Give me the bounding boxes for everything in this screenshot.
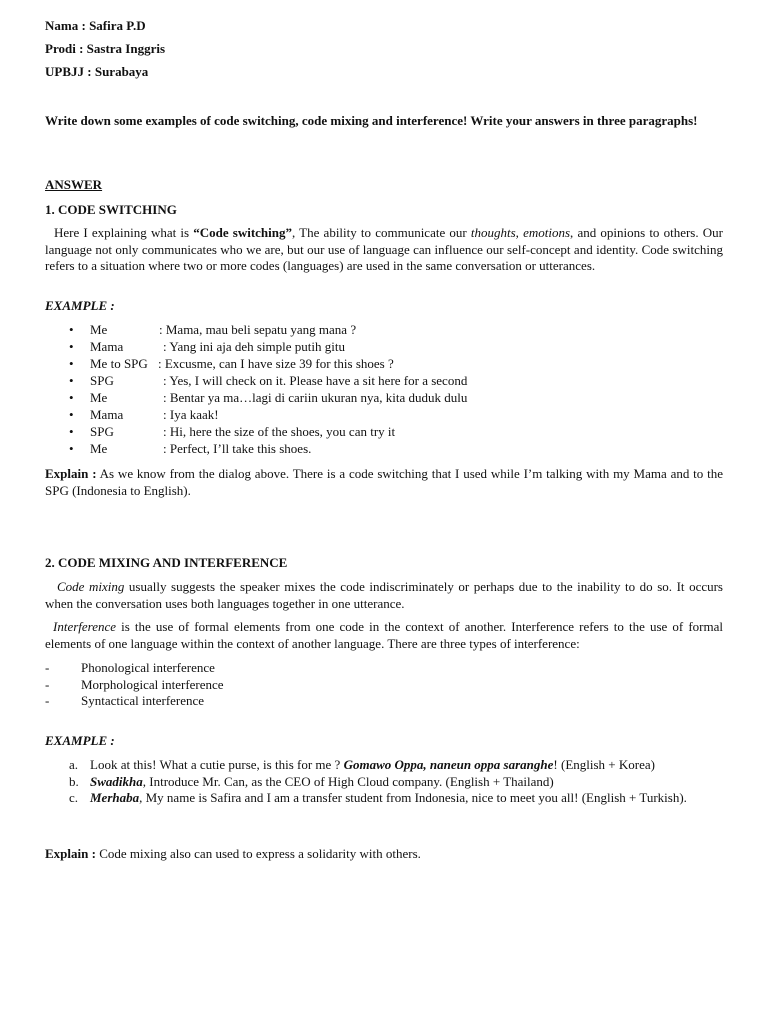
example-text	[90, 774, 723, 791]
bullet-icon: •	[69, 441, 74, 456]
answer-heading: ANSWER	[45, 177, 103, 192]
section2-explain	[45, 846, 723, 863]
assignment-instruction: Write down some examples of code switching, code mixing and interference! Write your answers in three paragraphs!	[45, 113, 698, 128]
type-label: Morphological interference	[81, 676, 224, 692]
bullet-icon: •	[69, 373, 74, 388]
dialog-speaker: SPG	[90, 424, 114, 439]
header-prodi-line	[45, 41, 165, 58]
dialog-speaker: Me to SPG	[90, 356, 148, 371]
prodi-sep: :	[75, 41, 87, 56]
list-item	[45, 373, 723, 390]
mixing-text: usually suggests the speaker mixes the code indiscriminately or perhaps due to the inability to do so. It occurs when the conversation uses both languages together in one utterance.	[45, 579, 723, 611]
list-item	[45, 790, 723, 807]
explain-label: Explain :	[45, 466, 97, 481]
dialog-utterance: : Iya kaak!	[163, 407, 219, 422]
section2-interference-paragraph	[45, 619, 723, 652]
type-label: Syntactical interference	[81, 693, 205, 708]
example-a-tail: ! (English + Korea)	[553, 757, 655, 772]
list-item	[45, 693, 723, 710]
dialog-utterance: : Perfect, I’ll take this shoes.	[163, 441, 312, 456]
bullet-icon: •	[69, 407, 74, 422]
mixing-term: Code mixing	[57, 579, 125, 594]
example-b-thai: Swadikha	[90, 773, 143, 789]
intro-emphasis: thoughts, emotions	[470, 225, 571, 240]
dialog-speaker: Mama	[90, 407, 124, 422]
example-text	[90, 757, 723, 774]
dialog-speaker: Mama	[90, 339, 124, 354]
dialog-speaker: Me	[90, 322, 108, 337]
intro-term: “Code switching”	[193, 225, 292, 240]
list-item	[45, 677, 723, 694]
dialog-speaker: SPG	[90, 373, 114, 388]
section1-heading: 1. CODE SWITCHING	[45, 202, 177, 217]
dialog-list	[45, 322, 723, 458]
list-item	[45, 660, 723, 677]
upbjj-sep: :	[84, 64, 95, 79]
interference-types-list	[45, 660, 723, 710]
dialog-utterance: : Bentar ya ma…lagi di cariin ukuran nya, kita duduk dulu	[163, 390, 468, 405]
list-item	[45, 441, 723, 458]
prodi-key: Prodi	[45, 41, 76, 56]
bullet-icon: •	[69, 390, 74, 405]
header-name-line	[45, 18, 146, 35]
explain-text: Code mixing also can used to express a solidarity with others.	[95, 846, 421, 861]
mixing-examples-list	[45, 757, 723, 807]
item-marker: a.	[69, 757, 79, 772]
dash-marker: -	[45, 660, 50, 675]
dialog-utterance: : Excusme, can I have size 39 for this shoes ?	[158, 356, 394, 371]
item-marker: c.	[69, 790, 79, 805]
section1-example-heading: EXAMPLE :	[45, 298, 115, 313]
section2-example-heading: EXAMPLE :	[45, 733, 115, 748]
interference-text: is the use of formal elements from one code in the context of another. Interference refers to the use of formal elements of one language within the context of another language. There are three types of interference:	[45, 619, 723, 651]
dialog-utterance: : Yes, I will check on it. Please have a sit here for a second	[163, 373, 468, 388]
bullet-icon: •	[69, 424, 74, 439]
dialog-speaker: Me	[90, 441, 108, 456]
dash-marker: -	[45, 693, 50, 708]
example-a-text: Look at this! What a cutie purse, is this for me ?	[90, 757, 344, 772]
name-key: Nama	[45, 18, 79, 33]
dialog-speaker: Me	[90, 390, 108, 405]
example-c-turkish: Merhaba	[90, 790, 140, 805]
intro-text-e: , and opinions to others. Our language not only communicates who we are, but our use of language can influence our self-concept and identity. Code switching refers to a situation where two or more codes (languages) are used in the same conversation or utterances.	[45, 225, 723, 273]
dash-marker: -	[45, 676, 50, 692]
header-upbjj-line	[45, 64, 148, 81]
section2-heading: 2. CODE MIXING AND INTERFERENCE	[45, 555, 288, 570]
dialog-utterance: : Yang ini aja deh simple putih gitu	[163, 339, 345, 354]
example-b-text: , Introduce Mr. Can, as the CEO of High Cloud company. (English + Thailand)	[142, 773, 554, 789]
list-item	[45, 390, 723, 407]
section2-mixing-paragraph	[45, 579, 723, 612]
list-item	[45, 774, 723, 791]
bullet-icon: •	[69, 322, 74, 337]
section1-intro-paragraph	[45, 225, 723, 275]
explain-label: Explain :	[45, 846, 96, 861]
name-sep: :	[78, 18, 90, 33]
prodi-value: Sastra Inggris	[86, 41, 166, 56]
example-a-korean: Gomawo Oppa, naneun oppa saranghe	[343, 757, 554, 772]
upbjj-key: UPBJJ	[45, 64, 84, 79]
list-item	[45, 407, 723, 424]
list-item	[45, 757, 723, 774]
example-c-text: , My name is Safira and I am a transfer student from Indonesia, nice to meet you all! (English + Turkish).	[139, 790, 687, 805]
type-label: Phonological interference	[81, 660, 215, 675]
example-text	[90, 790, 723, 807]
list-item	[45, 424, 723, 441]
dialog-utterance: : Hi, here the size of the shoes, you can try it	[163, 424, 396, 439]
list-item	[45, 339, 723, 356]
interference-term: Interference	[53, 619, 117, 634]
intro-text-c: , The ability to communicate our	[292, 225, 471, 240]
intro-text-a: Here I explaining what is	[54, 225, 194, 240]
list-item	[45, 356, 723, 373]
dialog-utterance: : Mama, mau beli sepatu yang mana ?	[159, 322, 357, 337]
explain-text: As we know from the dialog above. There is a code switching that I used while I’m talking with my Mama and to the SPG (Indonesia to English).	[45, 466, 723, 498]
section1-explain	[45, 466, 723, 499]
list-item	[45, 322, 723, 339]
upbjj-value: Surabaya	[94, 64, 149, 79]
bullet-icon: •	[69, 339, 74, 354]
bullet-icon: •	[69, 356, 74, 371]
name-value: Safira P.D	[89, 18, 146, 33]
item-marker: b.	[69, 773, 79, 789]
